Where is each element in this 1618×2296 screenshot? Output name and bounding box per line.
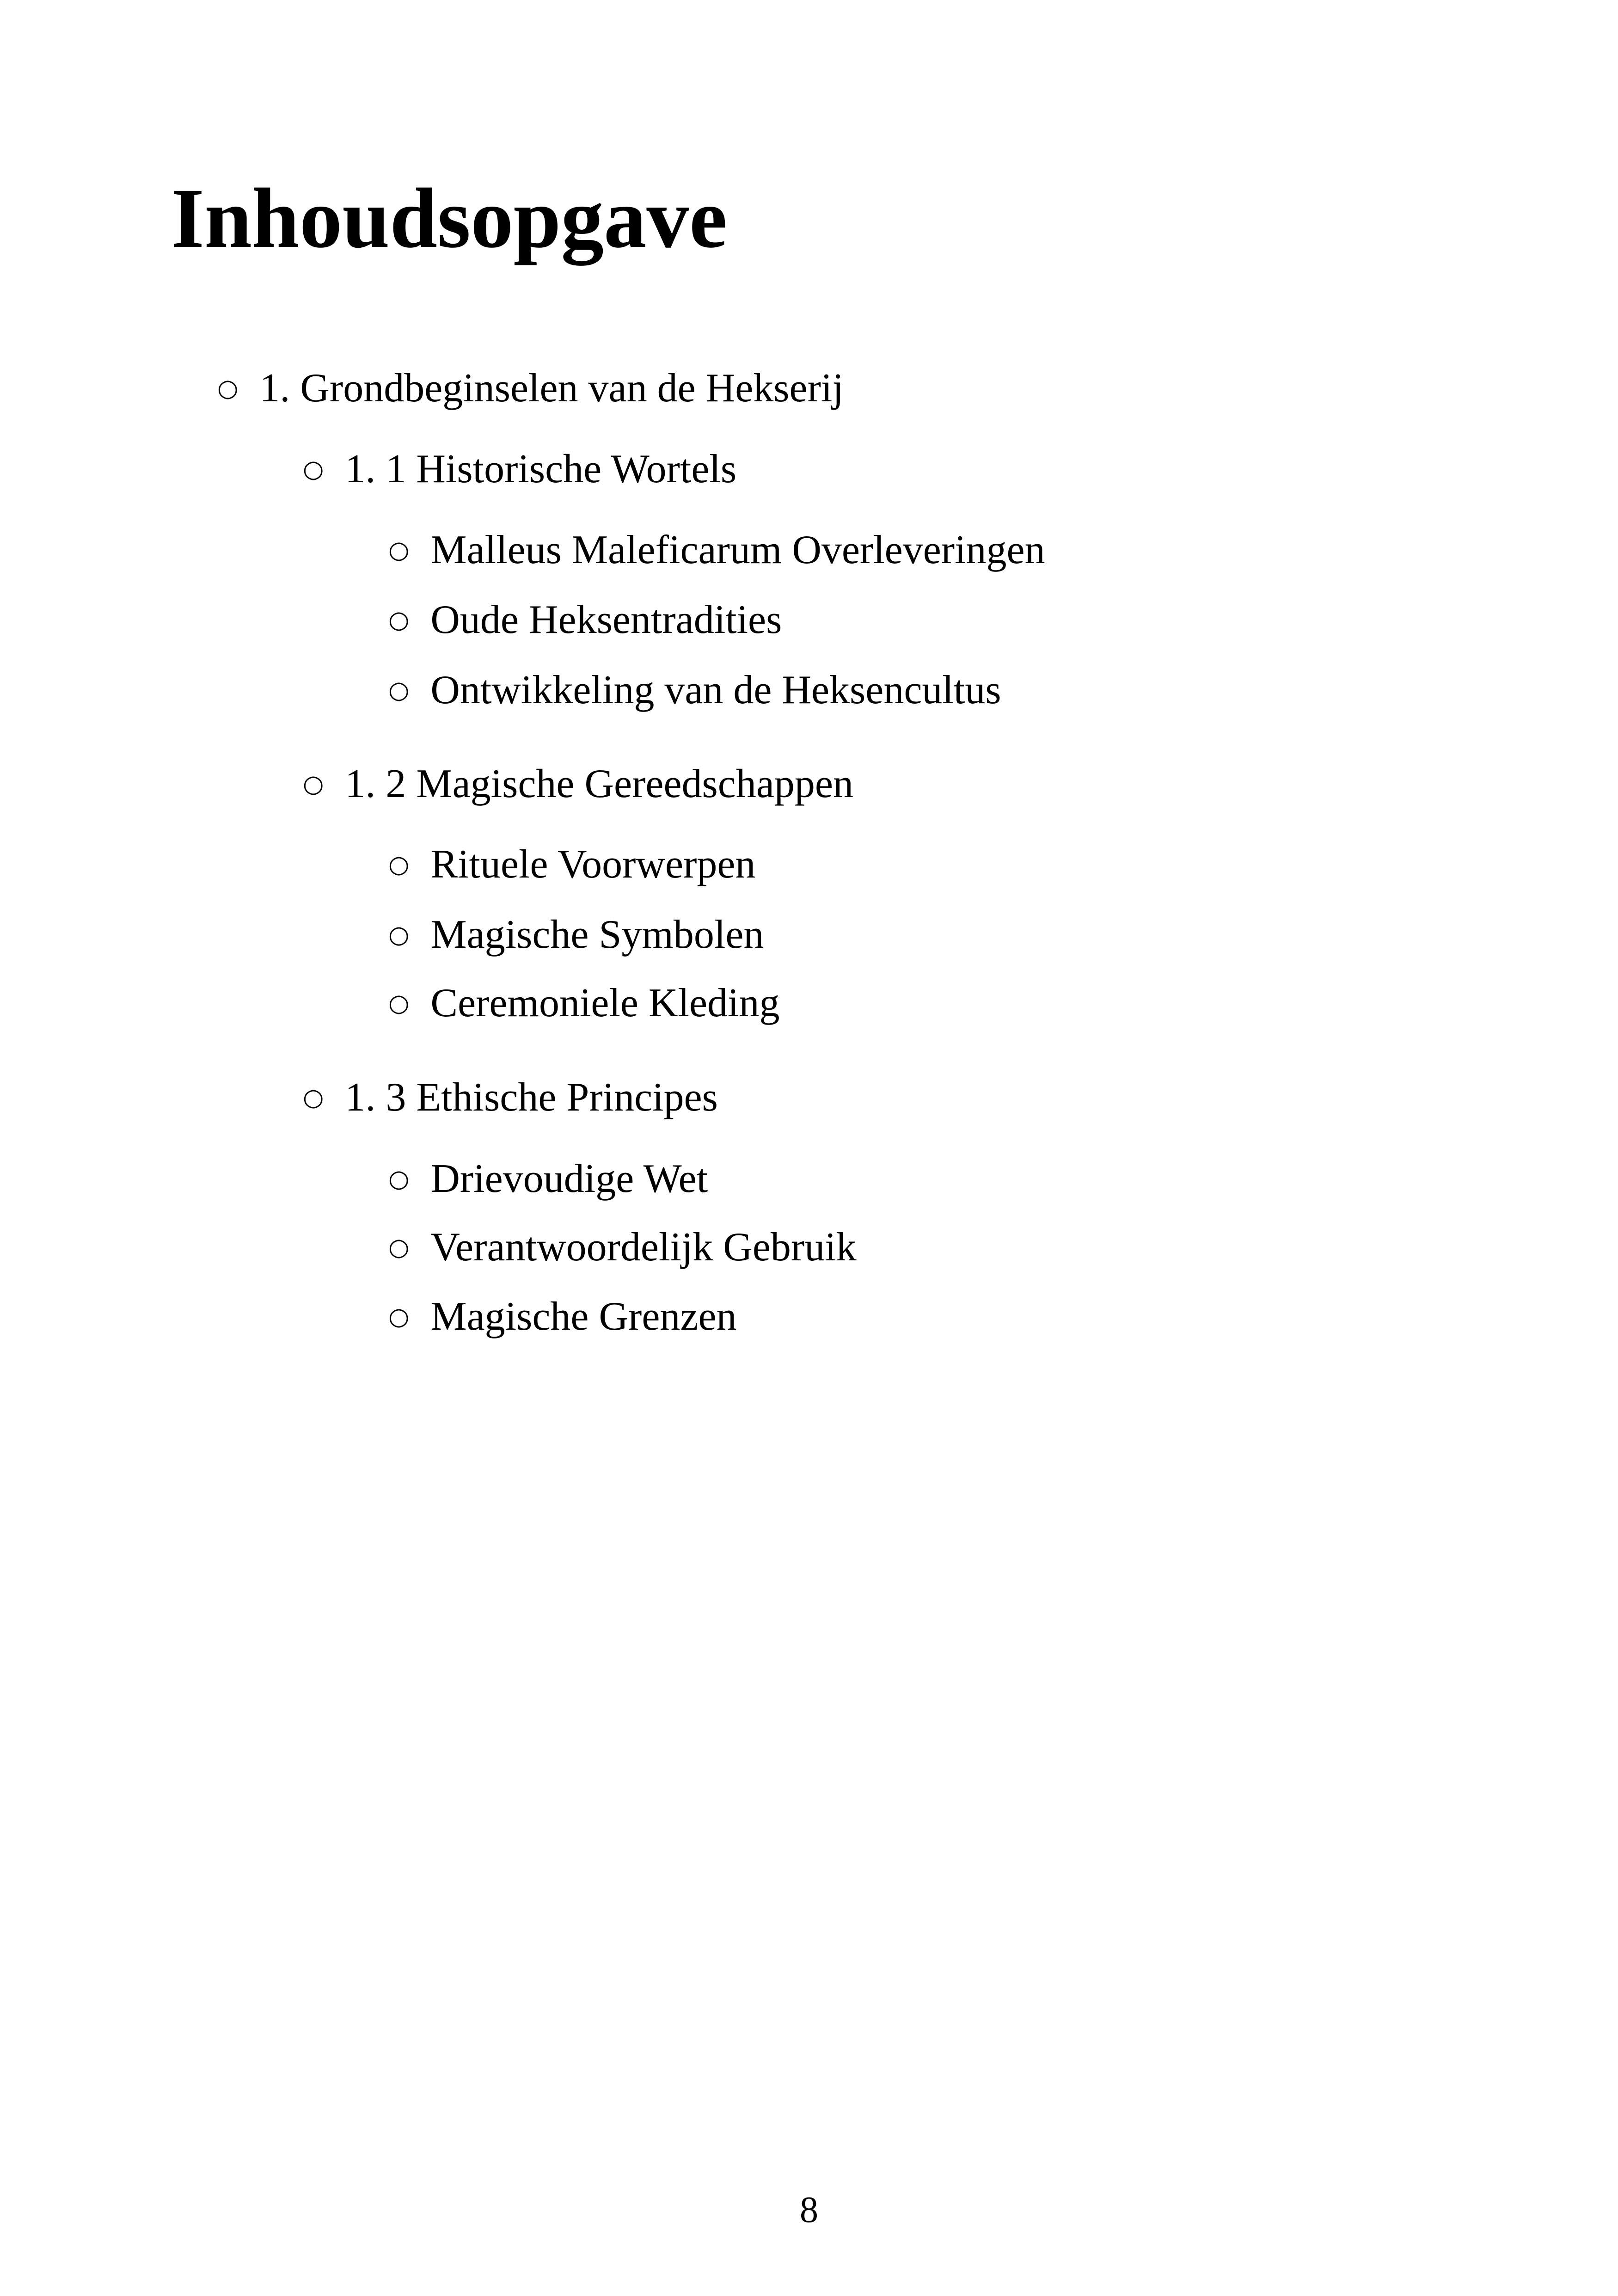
circle-bullet-icon: ○ — [303, 1084, 324, 1111]
toc-item[interactable] — [388, 597, 782, 643]
toc-entry-label: 1. 2 Magische Gereedschappen — [345, 761, 853, 806]
toc-entry-label: 1. 1 Historische Wortels — [345, 447, 737, 491]
circle-bullet-icon: ○ — [388, 1303, 410, 1331]
toc-item[interactable] — [388, 912, 764, 958]
circle-bullet-icon: ○ — [388, 851, 410, 878]
toc-entry-label: 1. Grondbeginselen van de Hekserij — [259, 366, 844, 411]
circle-bullet-icon: ○ — [217, 374, 239, 402]
toc-section-1-3[interactable] — [303, 1074, 718, 1121]
toc-item[interactable] — [388, 667, 1001, 713]
toc-item[interactable] — [388, 841, 755, 888]
toc-entry-label: 1. 3 Ethische Principes — [345, 1075, 718, 1120]
circle-bullet-icon: ○ — [388, 1234, 410, 1261]
circle-bullet-icon: ○ — [388, 921, 410, 949]
circle-bullet-icon: ○ — [388, 606, 410, 634]
toc-entry-label: Drievoudige Wet — [430, 1156, 708, 1201]
toc-entry-label: Malleus Maleficarum Overleveringen — [430, 528, 1045, 572]
page-title: Inhoudsopgave — [171, 171, 728, 266]
circle-bullet-icon: ○ — [303, 770, 324, 798]
toc-item[interactable] — [388, 1294, 737, 1340]
toc-entry-label: Ontwikkeling van de Heksencultus — [430, 668, 1001, 712]
toc-entry-label: Magische Grenzen — [430, 1294, 737, 1339]
toc-entry-label: Rituele Voorwerpen — [430, 842, 756, 887]
page-number: 8 — [800, 2190, 818, 2230]
toc-section-1-2[interactable] — [303, 761, 853, 807]
toc-chapter-1[interactable] — [217, 365, 844, 411]
toc-entry-label: Ceremoniele Kleding — [430, 981, 780, 1025]
toc-item[interactable] — [388, 980, 779, 1026]
circle-bullet-icon: ○ — [303, 455, 324, 483]
toc-item[interactable] — [388, 1156, 708, 1202]
toc-item[interactable] — [388, 1224, 857, 1271]
circle-bullet-icon: ○ — [388, 536, 410, 564]
toc-entry-label: Magische Symbolen — [430, 912, 764, 957]
toc-item[interactable] — [388, 527, 1045, 573]
toc-section-1-1[interactable] — [303, 446, 736, 492]
circle-bullet-icon: ○ — [388, 676, 410, 704]
toc-entry-label: Oude Heksentradities — [430, 597, 782, 642]
circle-bullet-icon: ○ — [388, 1165, 410, 1193]
toc-entry-label: Verantwoordelijk Gebruik — [430, 1225, 857, 1270]
circle-bullet-icon: ○ — [388, 989, 410, 1017]
